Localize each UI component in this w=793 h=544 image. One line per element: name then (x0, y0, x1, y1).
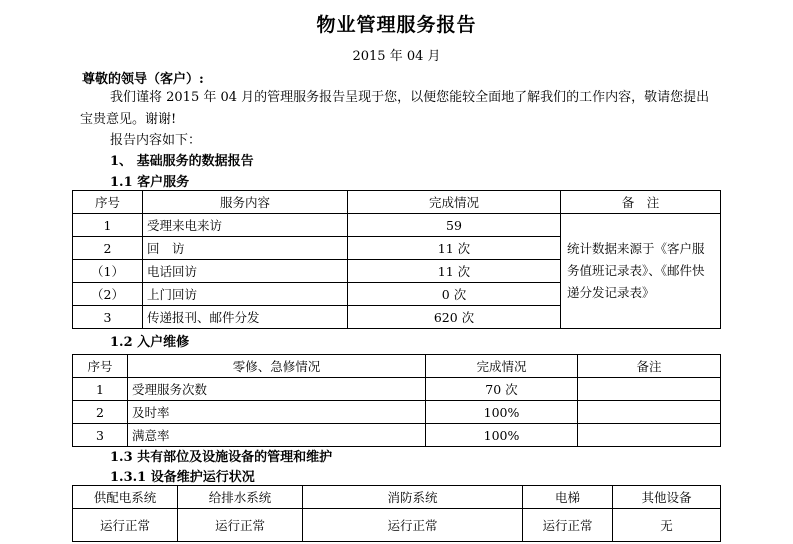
cell-power-status: 运行正常 (73, 509, 178, 542)
table-header-row (73, 355, 721, 378)
col-header-remarks: 备 注 (561, 191, 721, 214)
table-header-row (73, 486, 721, 509)
cell-index: （1） (73, 260, 143, 283)
cell-water-status: 运行正常 (178, 509, 303, 542)
cell-repair: 受理服务次数 (128, 378, 426, 401)
cell-remarks (578, 378, 721, 401)
report-date: 2015 年 04 月 (352, 49, 441, 64)
cell-index: 2 (73, 237, 143, 260)
section-1-heading: 1、 基础服务的数据报告 (110, 154, 254, 169)
col-header-elevator: 电梯 (523, 486, 613, 509)
cell-remarks-note: 统计数据来源于《客户服务值班记录表》、《邮件快递分发记录表》 (561, 214, 721, 329)
table-row (73, 424, 721, 447)
cell-repair: 满意率 (128, 424, 426, 447)
section-1-3-heading: 1.3 共有部位及设施设备的管理和维护 (110, 450, 333, 465)
cell-completion: 100% (426, 401, 578, 424)
cell-completion: 11 次 (348, 237, 561, 260)
table-header-row (73, 191, 721, 214)
table-row (73, 214, 721, 237)
cell-index: 3 (73, 306, 143, 329)
cell-repair: 及时率 (128, 401, 426, 424)
cell-elevator-status: 运行正常 (523, 509, 613, 542)
col-header-completion: 完成情况 (348, 191, 561, 214)
page-title: 物业管理服务报告 (316, 14, 477, 36)
col-header-repair: 零修、急修情况 (128, 355, 426, 378)
cell-completion: 11 次 (348, 260, 561, 283)
cell-service: 上门回访 (143, 283, 348, 306)
cell-completion: 100% (426, 424, 578, 447)
cell-index: （2） (73, 283, 143, 306)
cell-other-status: 无 (613, 509, 721, 542)
cell-service: 受理来电来访 (143, 214, 348, 237)
col-header-fire: 消防系统 (303, 486, 523, 509)
col-header-water: 给排水系统 (178, 486, 303, 509)
cell-index: 1 (73, 378, 128, 401)
section-1-1-heading: 1.1 客户服务 (110, 175, 190, 190)
col-header-service: 服务内容 (143, 191, 348, 214)
intro-paragraph: 我们谨将 2015 年 04 月的管理服务报告呈现于您，以便您能较全面地了解我们的工作内容，敬请您提出宝贵意见。谢谢! (80, 90, 710, 127)
cell-index: 3 (73, 424, 128, 447)
col-header-index: 序号 (73, 355, 128, 378)
repair-table (72, 354, 721, 447)
cell-service: 回 访 (143, 237, 348, 260)
cell-index: 1 (73, 214, 143, 237)
cell-service: 电话回访 (143, 260, 348, 283)
col-header-remarks: 备注 (578, 355, 721, 378)
cell-service: 传递报刊、邮件分发 (143, 306, 348, 329)
col-header-completion: 完成情况 (426, 355, 578, 378)
greeting: 尊敬的领导（客户）: (82, 72, 204, 87)
report-contents-label: 报告内容如下： (110, 133, 202, 148)
cell-fire-status: 运行正常 (303, 509, 523, 542)
table-row (73, 401, 721, 424)
cell-completion: 0 次 (348, 283, 561, 306)
col-header-index: 序号 (73, 191, 143, 214)
cell-remarks (578, 401, 721, 424)
table-row (73, 509, 721, 542)
equipment-table (72, 485, 721, 542)
section-1-2-heading: 1.2 入户维修 (110, 335, 190, 350)
cell-completion: 70 次 (426, 378, 578, 401)
customer-service-table (72, 190, 721, 329)
cell-index: 2 (73, 401, 128, 424)
cell-completion: 59 (348, 214, 561, 237)
col-header-power: 供配电系统 (73, 486, 178, 509)
table-row (73, 378, 721, 401)
cell-remarks (578, 424, 721, 447)
cell-completion: 620 次 (348, 306, 561, 329)
section-1-3-1-heading: 1.3.1 设备维护运行状况 (110, 470, 255, 485)
col-header-other: 其他设备 (613, 486, 721, 509)
